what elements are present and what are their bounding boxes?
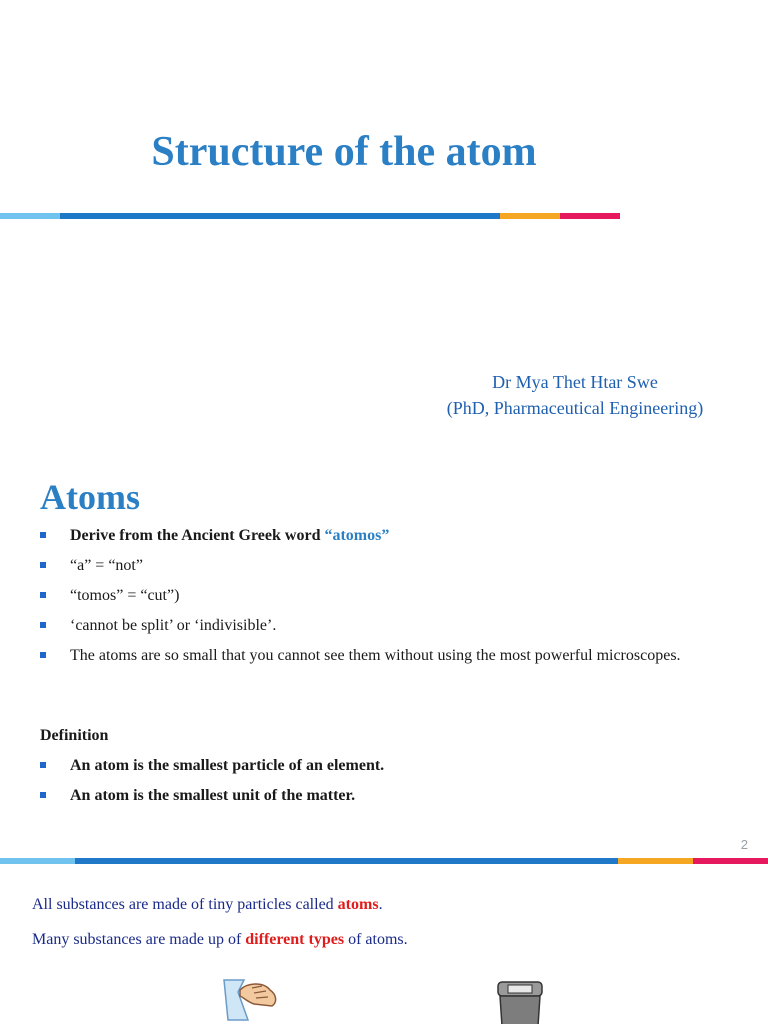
trash-bin-icon (492, 978, 548, 1024)
list-item (40, 524, 740, 548)
types-line (32, 931, 408, 949)
square-bullet-icon (40, 562, 46, 568)
stripe-blue (60, 213, 500, 219)
line-text: of atoms. (344, 931, 408, 948)
bullet-text: An atom is the smallest unit of the matter. (70, 787, 356, 804)
author-credentials: (PhD, Pharmaceutical Engineering) (446, 398, 704, 418)
bullet-list (40, 524, 740, 674)
list-item (40, 584, 740, 608)
bullet-text: Derive from the Ancient Greek word (70, 527, 325, 544)
bullet-text: The atoms are so small that you cannot see them without using the most powerful microscopes. (70, 647, 681, 664)
bullet-text: “a” = “not” (70, 557, 143, 574)
bullet-text: An atom is the smallest particle of an element. (70, 757, 385, 774)
line-text: All substances are made of tiny particles called (32, 896, 338, 913)
stripe-orange (500, 213, 560, 219)
title-slide (0, 0, 768, 440)
square-bullet-icon (40, 792, 46, 798)
slide-title: Atoms (40, 477, 140, 517)
greek-word: “atomos” (324, 527, 390, 544)
square-bullet-icon (40, 592, 46, 598)
line-text: . (378, 896, 383, 913)
square-bullet-icon (40, 532, 46, 538)
stripe-blue (75, 858, 618, 864)
list-item (40, 614, 740, 638)
square-bullet-icon (40, 652, 46, 658)
stripe-pink (693, 858, 768, 864)
square-bullet-icon (40, 622, 46, 628)
list-item (40, 554, 740, 578)
stripe-light-blue (0, 213, 60, 219)
list-item (40, 644, 740, 668)
definition-heading: Definition (40, 727, 109, 744)
highlight-different-types: different types (245, 931, 345, 948)
stripe-pink (560, 213, 620, 219)
bullet-text: ‘cannot be split’ or ‘indivisible’. (70, 617, 277, 634)
slide-title: Structure of the atom (151, 129, 537, 175)
highlight-atoms: atoms (337, 896, 379, 913)
author-name: Dr Mya Thet Htar Swe (492, 372, 658, 392)
square-bullet-icon (40, 762, 46, 768)
substances-line (32, 896, 383, 914)
list-item (40, 784, 740, 808)
hand-holding-beaker-icon (218, 976, 282, 1024)
bullet-text: “tomos” = “cut”) (70, 587, 180, 604)
stripe-orange (618, 858, 693, 864)
list-item (40, 754, 740, 778)
substances-slide (0, 870, 768, 1024)
stripe-light-blue (0, 858, 75, 864)
line-text: Many substances are made up of (32, 931, 246, 948)
page-number: 2 (740, 837, 748, 852)
definition-list (40, 754, 740, 814)
atoms-slide (0, 440, 768, 870)
